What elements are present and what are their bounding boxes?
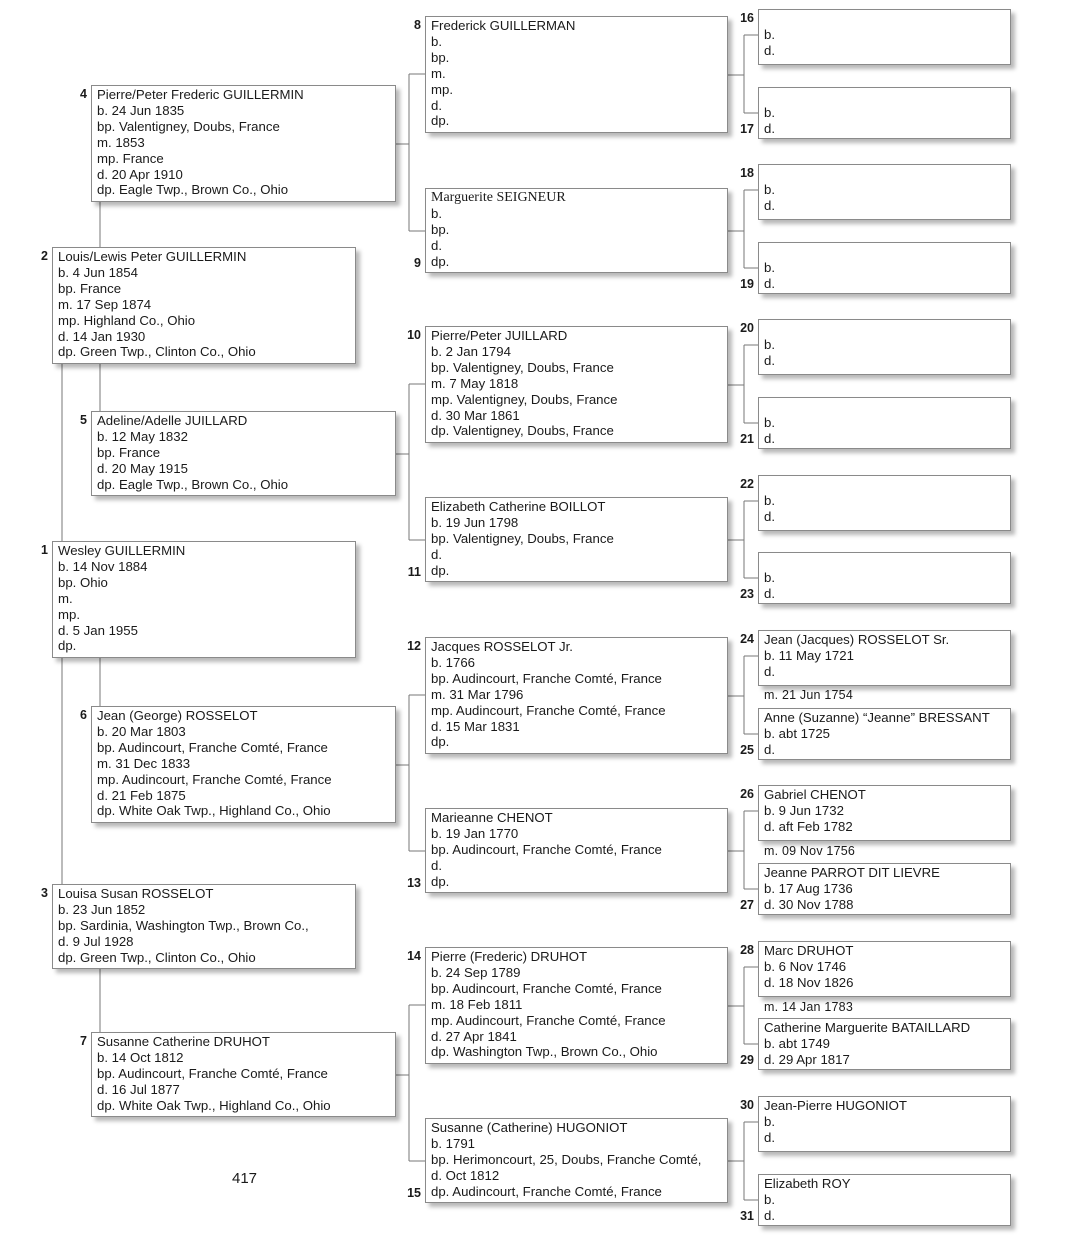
person-detail: m. 7 May 1818 [431, 375, 519, 391]
person-detail: b. 24 Jun 1835 [97, 102, 185, 118]
person-name: Marieanne CHENOT [431, 810, 553, 825]
person-detail: d. 20 May 1915 [97, 460, 188, 476]
person-name: Jean-Pierre HUGONIOT [764, 1098, 907, 1113]
ancestor-number-5: 5 [80, 413, 87, 427]
person-detail: dp. [431, 113, 450, 129]
person-detail: b. [764, 337, 775, 352]
person-detail: b. 6 Nov 1746 [764, 958, 847, 974]
person-detail: b. 1766 [431, 654, 475, 670]
person-name: Elizabeth Catherine BOILLOT [431, 499, 606, 514]
person-name: Louisa Susan ROSSELOT [58, 886, 214, 901]
person-box-22 [758, 475, 1011, 531]
ancestor-number-12: 12 [407, 639, 421, 653]
person-box-27 [758, 863, 1011, 915]
person-detail: bp. Audincourt, Franche Comté, France [97, 739, 328, 755]
person-detail: d. [764, 197, 775, 213]
person-box-10 [425, 326, 728, 443]
ancestor-number-20: 20 [740, 321, 754, 335]
person-name: Jacques ROSSELOT Jr. [431, 639, 573, 654]
person-detail: mp. Highland Co., Ohio [58, 312, 196, 328]
marriage-date-24-25: m. 21 Jun 1754 [764, 688, 853, 702]
person-detail: d. [764, 120, 775, 136]
person-detail: d. [764, 1129, 775, 1145]
person-detail: dp. Washington Twp., Brown Co., Ohio [431, 1044, 658, 1060]
ancestor-number-1: 1 [41, 543, 48, 557]
person-detail: mp. Audincourt, Franche Comté, France [431, 1012, 666, 1028]
ancestor-number-19: 19 [740, 277, 754, 291]
person-detail: bp. [431, 221, 450, 237]
person-box-7 [91, 1032, 396, 1117]
person-detail: d. [764, 42, 775, 58]
person-detail: d. [764, 663, 775, 679]
person-detail: d. [431, 237, 442, 253]
ancestor-number-2: 2 [41, 249, 48, 263]
person-detail: b. 4 Jun 1854 [58, 264, 138, 280]
ancestor-number-29: 29 [740, 1053, 754, 1067]
person-detail: dp. [431, 562, 450, 578]
ancestor-number-10: 10 [407, 328, 421, 342]
person-name: Susanne Catherine DRUHOT [97, 1034, 270, 1049]
person-detail: b. 20 Mar 1803 [97, 723, 186, 739]
person-detail: d. [764, 585, 775, 601]
person-box-9 [425, 188, 728, 273]
person-detail: dp. [431, 734, 450, 750]
person-detail: mp. Audincourt, Franche Comté, France [431, 702, 666, 718]
ancestor-number-8: 8 [414, 18, 421, 32]
person-detail: d. 9 Jul 1928 [58, 933, 134, 949]
ancestor-number-9: 9 [414, 256, 421, 270]
person-detail: dp. Eagle Twp., Brown Co., Ohio [97, 476, 289, 492]
person-detail: b. 23 Jun 1852 [58, 901, 146, 917]
person-box-8 [425, 16, 728, 133]
person-detail: d. 21 Feb 1875 [97, 787, 186, 803]
person-detail: d. 18 Nov 1826 [764, 974, 854, 990]
person-detail: dp. [431, 253, 450, 269]
person-box-19 [758, 242, 1011, 294]
person-detail: bp. Valentigney, Doubs, France [431, 530, 614, 546]
person-detail: d. 15 Mar 1831 [431, 718, 520, 734]
person-box-2 [52, 247, 356, 364]
person-detail: mp. Valentigney, Doubs, France [431, 391, 618, 407]
person-box-31 [758, 1174, 1011, 1226]
person-detail: b. [764, 260, 775, 275]
person-detail: b. [764, 27, 775, 42]
person-detail: b. [764, 1191, 775, 1207]
person-detail: bp. France [97, 444, 161, 460]
person-detail: d. [764, 508, 775, 524]
person-name: Wesley GUILLERMIN [58, 543, 186, 558]
person-detail: dp. [431, 873, 450, 889]
person-detail: b. 14 Nov 1884 [58, 558, 148, 574]
person-detail: b. [764, 1113, 775, 1129]
person-name: Louis/Lewis Peter GUILLERMIN [58, 249, 247, 264]
person-detail: b. [431, 33, 442, 49]
ancestor-number-25: 25 [740, 743, 754, 757]
person-box-21 [758, 397, 1011, 449]
ancestor-number-13: 13 [407, 876, 421, 890]
person-detail: m. 31 Mar 1796 [431, 686, 524, 702]
person-name: Jeanne PARROT DIT LIEVRE [764, 865, 940, 880]
person-name: Elizabeth ROY [764, 1176, 851, 1191]
person-detail: b. [764, 105, 775, 120]
ancestor-number-24: 24 [740, 632, 754, 646]
person-box-14 [425, 947, 728, 1064]
person-name: Anne (Suzanne) “Jeanne” BRESSANT [764, 710, 990, 725]
person-detail: d. 20 Apr 1910 [97, 166, 183, 182]
person-detail: m. 31 Dec 1833 [97, 755, 191, 771]
person-detail: b. 19 Jun 1798 [431, 514, 519, 530]
person-name: Jean (Jacques) ROSSELOT Sr. [764, 632, 950, 647]
person-detail: m. 17 Sep 1874 [58, 296, 152, 312]
person-detail: d. Oct 1812 [431, 1167, 500, 1183]
person-name: Jean (George) ROSSELOT [97, 708, 258, 723]
person-detail: b. [764, 182, 775, 197]
person-detail: mp. France [97, 150, 164, 166]
page-number: 417 [232, 1170, 258, 1187]
ancestor-number-30: 30 [740, 1098, 754, 1112]
person-box-6 [91, 706, 396, 823]
person-name: Pierre/Peter Frederic GUILLERMIN [97, 87, 304, 102]
person-detail: d. 5 Jan 1955 [58, 622, 138, 638]
person-detail: d. 16 Jul 1877 [97, 1081, 180, 1097]
person-detail: d. 27 Apr 1841 [431, 1028, 517, 1044]
person-detail: d. [764, 1207, 775, 1223]
person-detail: bp. Valentigney, Doubs, France [431, 359, 614, 375]
person-detail: dp. White Oak Twp., Highland Co., Ohio [97, 803, 331, 819]
person-detail: d. [764, 430, 775, 446]
ancestor-number-14: 14 [407, 949, 421, 963]
person-detail: dp. Audincourt, Franche Comté, France [431, 1183, 662, 1199]
person-detail: bp. Audincourt, Franche Comté, France [431, 841, 662, 857]
person-detail: d. [764, 741, 775, 757]
person-detail: bp. Valentigney, Doubs, France [97, 118, 280, 134]
ancestor-number-26: 26 [740, 787, 754, 801]
person-box-26 [758, 785, 1011, 841]
person-detail: b. [764, 570, 775, 585]
person-detail: b. 12 May 1832 [97, 428, 188, 444]
person-detail: dp. White Oak Twp., Highland Co., Ohio [97, 1097, 331, 1113]
person-detail: b. 24 Sep 1789 [431, 964, 521, 980]
person-detail: mp. Audincourt, Franche Comté, France [97, 771, 332, 787]
person-detail: bp. Audincourt, Franche Comté, France [97, 1065, 328, 1081]
person-detail: b. 19 Jan 1770 [431, 825, 519, 841]
person-detail: d. [431, 857, 442, 873]
person-detail: dp. Green Twp., Clinton Co., Ohio [58, 344, 256, 360]
person-detail: d. aft Feb 1782 [764, 818, 853, 834]
ancestor-number-31: 31 [740, 1209, 754, 1223]
person-detail: bp. Herimoncourt, 25, Doubs, Franche Comté, [431, 1151, 702, 1167]
person-detail: d. [431, 546, 442, 562]
ancestor-number-4: 4 [80, 87, 87, 101]
person-detail: d. 14 Jan 1930 [58, 328, 146, 344]
ancestor-number-27: 27 [740, 898, 754, 912]
person-box-15 [425, 1118, 728, 1203]
person-box-5 [91, 411, 396, 496]
person-detail: b. 1791 [431, 1135, 475, 1151]
person-name: Catherine Marguerite BATAILLARD [764, 1020, 971, 1035]
person-detail: dp. Eagle Twp., Brown Co., Ohio [97, 182, 289, 198]
person-detail: bp. Sardinia, Washington Twp., Brown Co., [58, 917, 309, 933]
ancestor-number-22: 22 [740, 477, 754, 491]
ancestor-number-21: 21 [740, 432, 754, 446]
person-name: Marguerite SEIGNEUR [431, 190, 566, 205]
person-detail: b. 14 Oct 1812 [97, 1049, 184, 1065]
person-box-20 [758, 319, 1011, 375]
person-box-24 [758, 630, 1011, 686]
person-box-17 [758, 87, 1011, 139]
person-detail: b. 2 Jan 1794 [431, 343, 511, 359]
ancestor-number-15: 15 [407, 1186, 421, 1200]
person-detail: b. [431, 205, 442, 221]
person-detail: d. 30 Nov 1788 [764, 896, 854, 912]
person-detail: dp. Valentigney, Doubs, France [431, 423, 614, 439]
person-box-12 [425, 637, 728, 754]
ancestor-number-23: 23 [740, 587, 754, 601]
marriage-date-26-27: m. 09 Nov 1756 [764, 844, 856, 858]
person-box-29 [758, 1018, 1011, 1070]
marriage-date-28-29: m. 14 Jan 1783 [764, 1000, 853, 1014]
person-box-28 [758, 941, 1011, 997]
person-box-23 [758, 552, 1011, 604]
ancestor-number-7: 7 [80, 1034, 87, 1048]
person-detail: mp. [58, 606, 80, 622]
person-detail: d. 30 Mar 1861 [431, 407, 520, 423]
person-detail: bp. Audincourt, Franche Comté, France [431, 980, 662, 996]
person-detail: m. [431, 65, 446, 81]
person-detail: m. 1853 [97, 134, 145, 150]
ancestor-number-3: 3 [41, 886, 48, 900]
person-name: Pierre/Peter JUILLARD [431, 328, 568, 343]
person-detail: d. [431, 97, 442, 113]
person-detail: b. 11 May 1721 [764, 647, 854, 663]
person-name: Frederick GUILLERMAN [431, 18, 576, 33]
person-detail: mp. [431, 81, 453, 97]
ancestor-number-17: 17 [740, 122, 754, 136]
ancestor-number-28: 28 [740, 943, 754, 957]
person-name: Marc DRUHOT [764, 943, 854, 958]
person-detail: b. [764, 493, 775, 508]
person-detail: bp. Ohio [58, 574, 108, 590]
person-name: Gabriel CHENOT [764, 787, 866, 802]
person-detail: b. 9 Jun 1732 [764, 802, 844, 818]
ancestor-number-6: 6 [80, 708, 87, 722]
person-detail: b. 17 Aug 1736 [764, 880, 853, 896]
ancestor-number-16: 16 [740, 11, 754, 25]
person-detail: d. [764, 352, 775, 368]
person-detail: bp. Audincourt, Franche Comté, France [431, 670, 662, 686]
person-name: Susanne (Catherine) HUGONIOT [431, 1120, 628, 1135]
person-box-25 [758, 708, 1011, 760]
person-detail: dp. Green Twp., Clinton Co., Ohio [58, 949, 256, 965]
person-detail: d. [764, 275, 775, 291]
person-box-1 [52, 541, 356, 658]
person-box-16 [758, 9, 1011, 65]
person-detail: b. abt 1749 [764, 1035, 830, 1051]
person-box-11 [425, 497, 728, 582]
person-detail: m. 18 Feb 1811 [431, 996, 523, 1012]
ancestor-number-11: 11 [407, 565, 421, 579]
person-box-18 [758, 164, 1011, 220]
ancestor-number-18: 18 [740, 166, 754, 180]
person-box-3 [52, 884, 356, 969]
person-detail: bp. [431, 49, 450, 65]
person-box-4 [91, 85, 396, 202]
person-detail: m. [58, 590, 73, 606]
person-detail: b. abt 1725 [764, 725, 830, 741]
person-detail: dp. [58, 638, 77, 654]
person-box-13 [425, 808, 728, 893]
person-detail: b. [764, 415, 775, 430]
person-name: Adeline/Adelle JUILLARD [97, 413, 248, 428]
person-detail: bp. France [58, 280, 122, 296]
person-detail: d. 29 Apr 1817 [764, 1051, 850, 1067]
person-box-30 [758, 1096, 1011, 1152]
person-name: Pierre (Frederic) DRUHOT [431, 949, 588, 964]
